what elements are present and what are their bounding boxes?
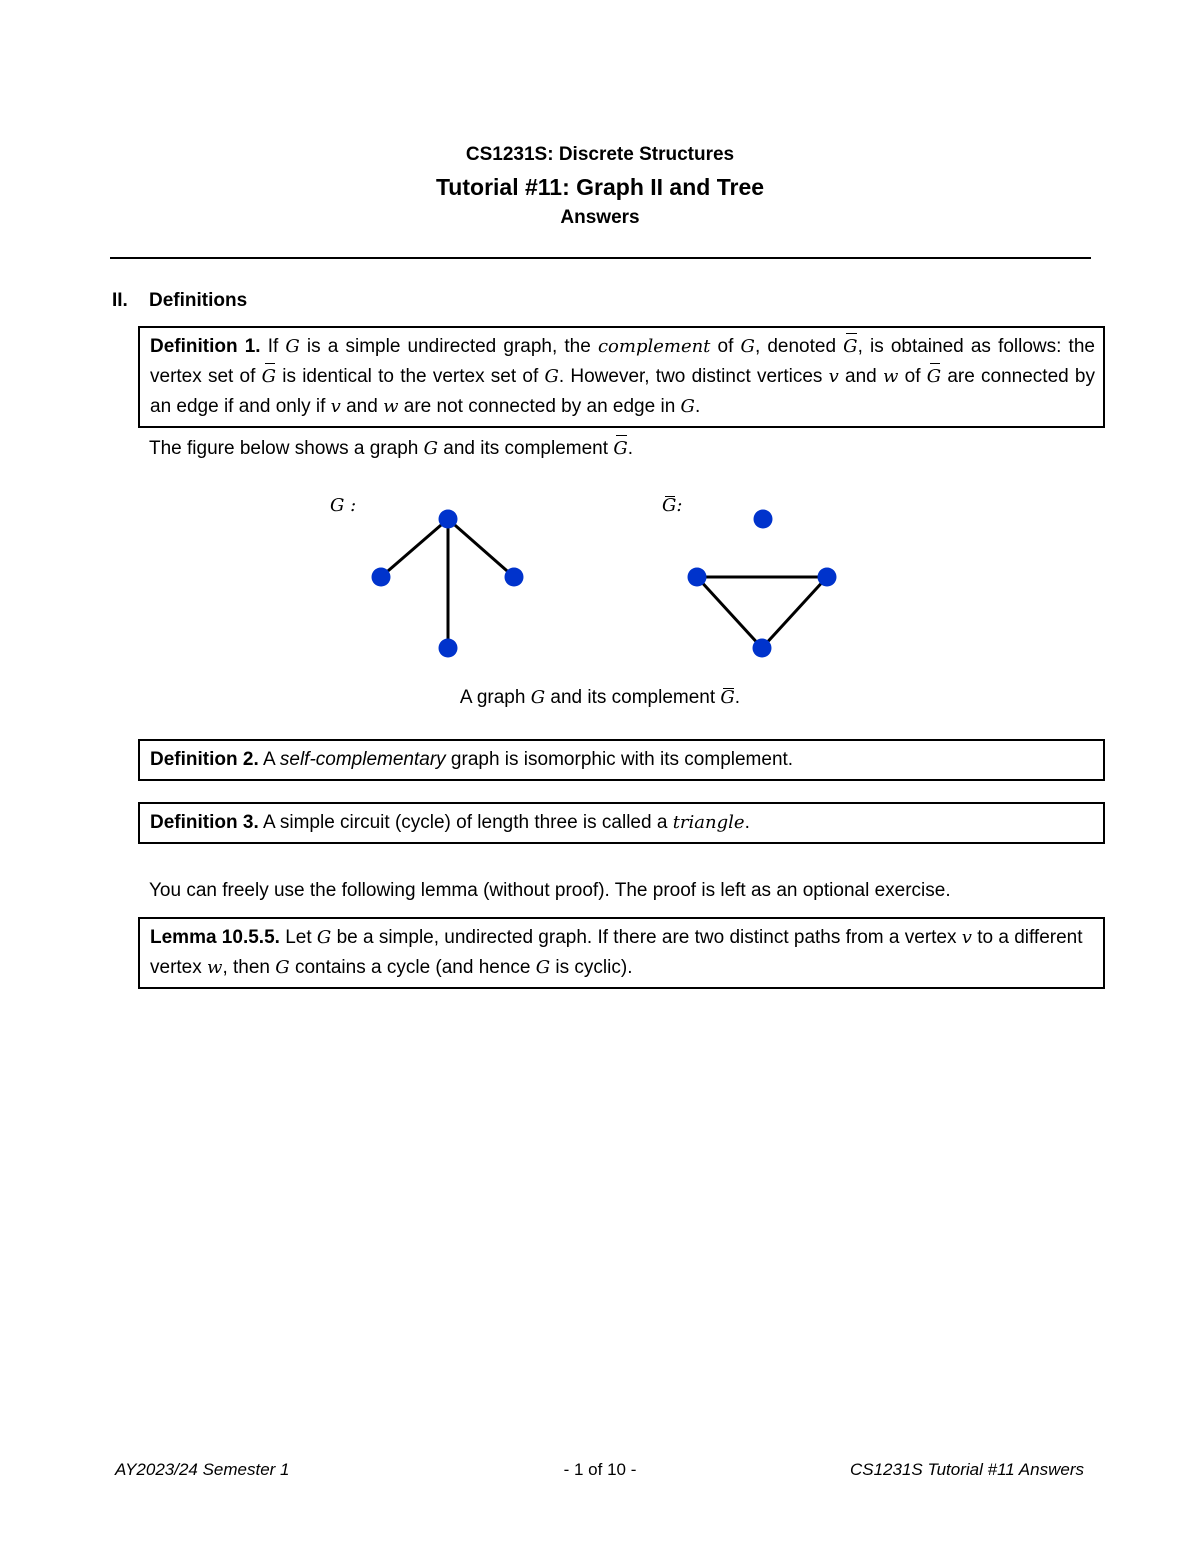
footer-semester: AY2023/24 Semester 1 [115, 1460, 290, 1479]
math-g: G [544, 366, 559, 387]
vertex [688, 568, 707, 587]
math-v: v [961, 927, 972, 948]
math-g: G [535, 957, 551, 978]
text: . [734, 687, 741, 708]
math-g-bar: G [927, 362, 941, 392]
math-v: v [828, 366, 839, 387]
header-divider [110, 257, 1091, 259]
math-g-bar: G [262, 362, 276, 392]
term-complement: complement [597, 336, 711, 357]
text: . [744, 812, 750, 833]
text: of [898, 366, 927, 387]
graph-g-bar-label [662, 495, 682, 516]
text: is a simple undirected graph, the [299, 336, 598, 357]
figure-caption [0, 687, 1200, 709]
lemma-intro: You can freely use the following lemma (without proof). The proof is left as an optional exercise. [149, 880, 951, 901]
math-v: v [330, 396, 341, 417]
graph-g-label: G : [330, 495, 357, 516]
lemma-label: Lemma 10.5.5. [150, 927, 280, 948]
math-g: G [275, 957, 290, 978]
text: , denoted [754, 336, 844, 357]
text: . However, two distinct vertices [558, 366, 829, 387]
text: is identical to the vertex set of [276, 366, 545, 387]
edge [762, 577, 827, 648]
vertex [818, 568, 837, 587]
term-self-complementary: self-complementary [279, 749, 446, 770]
course-title: CS1231S: Discrete Structures [465, 144, 735, 165]
vertex [439, 510, 458, 529]
text: A graph [459, 687, 531, 708]
text: and its complement [545, 687, 721, 708]
text: , then [222, 957, 276, 978]
edge [697, 577, 762, 648]
vertex [505, 568, 524, 587]
math-g-bar: G [720, 687, 735, 708]
text: to a different vertex [150, 927, 1083, 978]
text: are connected by an edge if and only if [150, 366, 1096, 417]
text: . [627, 438, 633, 459]
lemma-box [138, 917, 1105, 989]
text: is cyclic). [550, 957, 633, 978]
vertex [439, 639, 458, 658]
text: are not connected by an edge in [398, 396, 681, 417]
definition-3-label: Definition 3. [150, 812, 259, 833]
text: and [838, 366, 883, 387]
graph-g [372, 510, 524, 658]
section-number: II. [112, 290, 128, 311]
definition-1-box [138, 326, 1105, 428]
edge [448, 519, 514, 577]
vertex [753, 639, 772, 658]
text: The figure below shows a graph [149, 438, 424, 459]
math-w: w [207, 957, 223, 978]
math-g: G [285, 336, 300, 357]
section-title: Definitions [149, 290, 248, 311]
math-g-bar: G [613, 434, 627, 464]
text: be a simple, undirected graph. If there are two distinct paths from a vertex [331, 927, 962, 948]
text: . [694, 396, 701, 417]
definition-2-box [138, 739, 1105, 781]
text: Let [279, 927, 317, 948]
math-g: G [530, 687, 546, 708]
text: : [676, 495, 683, 516]
text: A [258, 749, 280, 770]
footer-document-name: CS1231S Tutorial #11 Answers [849, 1460, 1084, 1479]
definition-1-label: Definition 1. [150, 336, 261, 357]
math-g: G [423, 438, 438, 459]
text: and its complement [438, 438, 614, 459]
section-heading [112, 290, 247, 312]
document-subtitle: Answers [560, 207, 640, 228]
definition-2-label: Definition 2. [150, 749, 259, 770]
footer-page-number: - 1 of 10 - [563, 1460, 637, 1479]
text: , is obtained as follows: the vertex set of [150, 336, 1095, 387]
text: graph is isomorphic with its complement. [445, 749, 794, 770]
vertex [372, 568, 391, 587]
math-w: w [383, 396, 399, 417]
figure-intro [149, 434, 633, 464]
vertex [754, 510, 773, 529]
math-w: w [882, 366, 899, 387]
graph-g-bar [688, 510, 837, 658]
text: If [260, 336, 286, 357]
tutorial-title: Tutorial #11: Graph II and Tree [435, 174, 765, 200]
math-g: G [316, 927, 332, 948]
edge [381, 519, 448, 577]
term-triangle: triangle [672, 812, 745, 833]
math-g: G [680, 396, 695, 417]
math-g-bar: G [662, 495, 677, 516]
definition-3-box [138, 802, 1105, 844]
text: and [340, 396, 384, 417]
math-g-bar: G [843, 332, 857, 362]
math-g: G [740, 336, 755, 357]
text: contains a cycle (and hence [289, 957, 536, 978]
text: A simple circuit (cycle) of length three is called a [258, 812, 673, 833]
text: of [710, 336, 741, 357]
